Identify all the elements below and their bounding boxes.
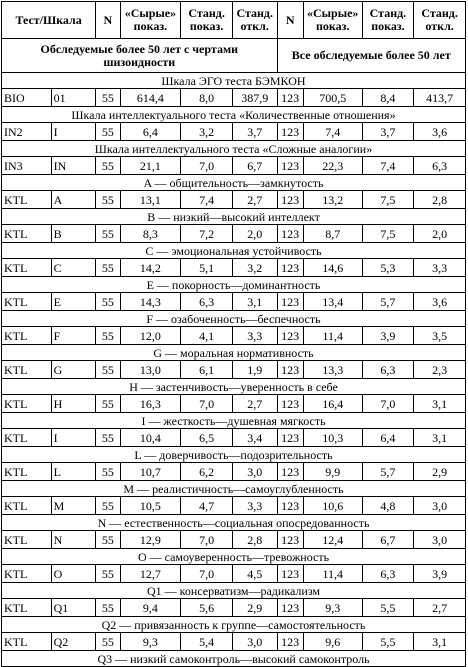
- table-cell: 3,3: [232, 327, 277, 345]
- table-cell: 4,5: [232, 565, 277, 583]
- table-cell: 2,9: [232, 599, 277, 617]
- table-cell: 123: [277, 497, 303, 515]
- table-cell: KTL: [2, 225, 52, 243]
- table-cell: 5,1: [181, 259, 233, 277]
- table-cell: 123: [277, 327, 303, 345]
- table-cell: 123: [277, 565, 303, 583]
- table-cell: 01: [51, 89, 96, 107]
- section-row: [2, 447, 466, 463]
- table-cell: Q1: [51, 599, 96, 617]
- table-cell: 13,0: [120, 361, 181, 379]
- table-cell: 2,7: [232, 191, 277, 209]
- table-cell: 6,1: [181, 361, 233, 379]
- section-row: [2, 515, 466, 531]
- table-cell: 6,3: [362, 361, 414, 379]
- section-title: A — общительность—замкнутость: [2, 175, 466, 191]
- table-cell: 3,9: [414, 565, 466, 583]
- table-cell: 55: [96, 633, 120, 651]
- table-cell: 55: [96, 395, 120, 413]
- table-cell: 3,2: [181, 123, 233, 141]
- table-cell: L: [51, 463, 96, 481]
- table-cell: 6,7: [362, 531, 414, 549]
- table-cell: 7,0: [181, 157, 233, 175]
- table-cell: 9,9: [303, 463, 362, 481]
- section-row: [2, 481, 466, 497]
- table-cell: 12,4: [303, 531, 362, 549]
- table-cell: 55: [96, 497, 120, 515]
- table-cell: Q2: [51, 633, 96, 651]
- table-cell: 123: [277, 463, 303, 481]
- table-cell: M: [51, 497, 96, 515]
- header-test-scale: Тест/Шкала: [2, 2, 96, 39]
- table-cell: C: [51, 259, 96, 277]
- table-cell: 2,0: [414, 225, 466, 243]
- table-cell: 7,4: [362, 157, 414, 175]
- table-cell: 5,7: [362, 463, 414, 481]
- header-std-score-right: Станд. показ.: [362, 2, 414, 39]
- table-cell: 5,4: [181, 633, 233, 651]
- table-cell: 55: [96, 225, 120, 243]
- table-cell: E: [51, 293, 96, 311]
- table-cell: 6,3: [414, 157, 466, 175]
- table-cell: 3,1: [414, 429, 466, 447]
- table-cell: 13,1: [120, 191, 181, 209]
- table-cell: 55: [96, 123, 120, 141]
- table-cell: 123: [277, 633, 303, 651]
- table-cell: 9,3: [120, 633, 181, 651]
- table-cell: 3,0: [232, 633, 277, 651]
- table-cell: 3,6: [414, 293, 466, 311]
- table-cell: G: [51, 361, 96, 379]
- table-cell: 12,9: [120, 531, 181, 549]
- table-cell: 12,7: [120, 565, 181, 583]
- table-cell: 14,2: [120, 259, 181, 277]
- table-cell: 3,7: [232, 123, 277, 141]
- table-cell: 7,4: [303, 123, 362, 141]
- table-cell: 1,9: [232, 361, 277, 379]
- section-title: M — реалистичность—самоуглубленность: [2, 481, 466, 497]
- table-cell: 123: [277, 361, 303, 379]
- table-cell: 55: [96, 463, 120, 481]
- table-cell: 55: [96, 191, 120, 209]
- table-cell: KTL: [2, 293, 52, 311]
- section-row: [2, 549, 466, 565]
- table-cell: 7,5: [362, 191, 414, 209]
- section-row: [2, 345, 466, 361]
- table-cell: 2,9: [414, 463, 466, 481]
- table-cell: A: [51, 191, 96, 209]
- table-cell: 4,7: [181, 497, 233, 515]
- table-cell: IN3: [2, 157, 52, 175]
- results-table: [1, 1, 466, 667]
- table-cell: I: [51, 429, 96, 447]
- table-cell: 8,0: [181, 89, 233, 107]
- section-row: [2, 583, 466, 599]
- section-title: B — низкий—высокий интеллект: [2, 209, 466, 225]
- section-title: E — покорность—доминантность: [2, 277, 466, 293]
- table-cell: 6,4: [120, 123, 181, 141]
- header-raw-right: «Сырые» показ.: [303, 2, 362, 39]
- table-cell: 3,3: [414, 259, 466, 277]
- section-row: [2, 617, 466, 633]
- section-row: [2, 107, 466, 123]
- section-title: Q1 — консерватизм—радикализм: [2, 583, 466, 599]
- table-cell: 3,7: [362, 123, 414, 141]
- table-cell: KTL: [2, 565, 52, 583]
- header-row: [2, 2, 466, 39]
- table-cell: 413,7: [414, 89, 466, 107]
- table-cell: 55: [96, 259, 120, 277]
- section-row: [2, 243, 466, 259]
- table-cell: 10,7: [120, 463, 181, 481]
- table-cell: KTL: [2, 395, 52, 413]
- table-cell: IN2: [2, 123, 52, 141]
- table-cell: 2,7: [414, 599, 466, 617]
- table-cell: 7,5: [362, 225, 414, 243]
- table-cell: 123: [277, 259, 303, 277]
- section-title: Шкала интеллектуального теста «Сложные аналогии»: [2, 141, 466, 157]
- table-row: [2, 531, 466, 549]
- table-cell: 3,0: [232, 463, 277, 481]
- table-cell: I: [51, 123, 96, 141]
- table-cell: KTL: [2, 599, 52, 617]
- table-cell: 123: [277, 293, 303, 311]
- table-cell: B: [51, 225, 96, 243]
- table-cell: 9,4: [120, 599, 181, 617]
- table-cell: 4,8: [362, 497, 414, 515]
- table-row: [2, 293, 466, 311]
- table-cell: 123: [277, 225, 303, 243]
- table-cell: KTL: [2, 497, 52, 515]
- table-cell: 5,6: [181, 599, 233, 617]
- table-cell: KTL: [2, 191, 52, 209]
- table-cell: 7,2: [181, 225, 233, 243]
- table-cell: 9,6: [303, 633, 362, 651]
- table-cell: KTL: [2, 327, 52, 345]
- table-row: [2, 463, 466, 481]
- table-row: [2, 157, 466, 175]
- table-cell: 3,0: [414, 531, 466, 549]
- section-title: L — доверчивость—подозрительность: [2, 447, 466, 463]
- table-cell: 55: [96, 429, 120, 447]
- table-cell: 3,1: [232, 293, 277, 311]
- table-cell: 16,3: [120, 395, 181, 413]
- table-cell: 3,5: [414, 327, 466, 345]
- table-cell: 10,5: [120, 497, 181, 515]
- table-cell: 2,7: [232, 395, 277, 413]
- section-title: G — моральная нормативность: [2, 345, 466, 361]
- table-cell: 3,0: [414, 497, 466, 515]
- table-cell: 6,7: [232, 157, 277, 175]
- table-cell: 13,4: [303, 293, 362, 311]
- table-cell: 55: [96, 361, 120, 379]
- section-row: [2, 73, 466, 89]
- table-row: [2, 327, 466, 345]
- table-cell: 3,3: [232, 497, 277, 515]
- table-cell: F: [51, 327, 96, 345]
- section-title: Q2 — привязанность к группе—самостоятельность: [2, 617, 466, 633]
- table-cell: 11,4: [303, 327, 362, 345]
- table-cell: KTL: [2, 531, 52, 549]
- table-cell: H: [51, 395, 96, 413]
- table-cell: 2,8: [414, 191, 466, 209]
- table-row: [2, 191, 466, 209]
- table-cell: 7,0: [362, 395, 414, 413]
- table-cell: 55: [96, 327, 120, 345]
- table-cell: 11,4: [303, 565, 362, 583]
- section-title: Q3 — низкий самоконтроль—высокий самоконтроль: [2, 651, 466, 667]
- table-cell: 5,5: [362, 633, 414, 651]
- table-cell: KTL: [2, 463, 52, 481]
- section-row: [2, 651, 466, 667]
- table-cell: 3,4: [232, 429, 277, 447]
- table-cell: 3,1: [414, 633, 466, 651]
- table-cell: KTL: [2, 361, 52, 379]
- table-cell: 5,5: [362, 599, 414, 617]
- table-cell: KTL: [2, 633, 52, 651]
- section-title: Шкала интеллектуального теста «Количественные отношения»: [2, 107, 466, 123]
- table-cell: 123: [277, 191, 303, 209]
- table-cell: 5,7: [362, 293, 414, 311]
- table-cell: BIO: [2, 89, 52, 107]
- table-cell: 13,2: [303, 191, 362, 209]
- table-cell: 123: [277, 429, 303, 447]
- table-cell: O: [51, 565, 96, 583]
- table-cell: 8,4: [362, 89, 414, 107]
- header-n-left: N: [96, 2, 120, 39]
- table-cell: 5,3: [362, 259, 414, 277]
- table-cell: 55: [96, 157, 120, 175]
- table-cell: 10,6: [303, 497, 362, 515]
- header-std-score-left: Станд. показ.: [181, 2, 233, 39]
- table-row: [2, 89, 466, 107]
- group-row: [2, 39, 466, 73]
- section-title: C — эмоциональная устойчивость: [2, 243, 466, 259]
- table-cell: 22,3: [303, 157, 362, 175]
- table-cell: 123: [277, 395, 303, 413]
- table-cell: 3,6: [414, 123, 466, 141]
- table-cell: KTL: [2, 259, 52, 277]
- table-cell: 2,0: [232, 225, 277, 243]
- section-title: H — застенчивость—уверенность в себе: [2, 379, 466, 395]
- table-cell: 614,4: [120, 89, 181, 107]
- table-row: [2, 565, 466, 583]
- table-cell: 123: [277, 599, 303, 617]
- table-cell: 16,4: [303, 395, 362, 413]
- section-row: [2, 141, 466, 157]
- header-std-dev-right: Станд. откл.: [414, 2, 466, 39]
- table-cell: 6,2: [181, 463, 233, 481]
- table-cell: KTL: [2, 429, 52, 447]
- table-cell: 2,8: [232, 531, 277, 549]
- table-cell: 700,5: [303, 89, 362, 107]
- header-raw-left: «Сырые» показ.: [120, 2, 181, 39]
- table-cell: 4,1: [181, 327, 233, 345]
- section-row: [2, 209, 466, 225]
- table-cell: 123: [277, 157, 303, 175]
- table-row: [2, 259, 466, 277]
- section-row: [2, 175, 466, 191]
- table-cell: 6,4: [362, 429, 414, 447]
- table-cell: 123: [277, 531, 303, 549]
- section-title: Шкала ЭГО теста БЭМКОН: [2, 73, 466, 89]
- header-n-right: N: [277, 2, 303, 39]
- table-cell: 7,4: [181, 191, 233, 209]
- table-cell: 55: [96, 531, 120, 549]
- table-cell: 6,5: [181, 429, 233, 447]
- table-cell: 8,7: [303, 225, 362, 243]
- table-cell: 21,1: [120, 157, 181, 175]
- table-cell: 55: [96, 293, 120, 311]
- table-row: [2, 123, 466, 141]
- table-cell: 7,0: [181, 395, 233, 413]
- table-cell: 8,3: [120, 225, 181, 243]
- table-cell: 6,3: [181, 293, 233, 311]
- section-title: F — озабоченность—беспечность: [2, 311, 466, 327]
- table-row: [2, 599, 466, 617]
- table-cell: 3,9: [362, 327, 414, 345]
- table-cell: 14,6: [303, 259, 362, 277]
- table-cell: 14,3: [120, 293, 181, 311]
- table-cell: 12,0: [120, 327, 181, 345]
- table-cell: 123: [277, 89, 303, 107]
- table-cell: 55: [96, 565, 120, 583]
- table-cell: IN: [51, 157, 96, 175]
- table-cell: 7,0: [181, 531, 233, 549]
- group-left-title: Обследуемые более 50 лет с чертами шизоидности: [2, 39, 278, 73]
- table-cell: 55: [96, 599, 120, 617]
- table-cell: 387,9: [232, 89, 277, 107]
- section-title: I — жесткость—душевная мягкость: [2, 413, 466, 429]
- table-cell: 10,4: [120, 429, 181, 447]
- table-cell: 6,3: [362, 565, 414, 583]
- table-row: [2, 497, 466, 515]
- table-cell: 3,1: [414, 395, 466, 413]
- group-right-title: Все обследуемые более 50 лет: [277, 39, 465, 73]
- section-title: O — самоуверенность—тревожность: [2, 549, 466, 565]
- section-row: [2, 413, 466, 429]
- table-row: [2, 429, 466, 447]
- table-row: [2, 395, 466, 413]
- table-cell: 7,0: [181, 565, 233, 583]
- table-cell: 9,3: [303, 599, 362, 617]
- section-title: N — естественность—социальная опосредованность: [2, 515, 466, 531]
- table-cell: 10,3: [303, 429, 362, 447]
- table-cell: 55: [96, 89, 120, 107]
- table-cell: 13,3: [303, 361, 362, 379]
- table-row: [2, 225, 466, 243]
- section-row: [2, 277, 466, 293]
- section-row: [2, 311, 466, 327]
- table-row: [2, 633, 466, 651]
- header-std-dev-left: Станд. откл.: [232, 2, 277, 39]
- table-cell: 3,2: [232, 259, 277, 277]
- table-cell: 123: [277, 123, 303, 141]
- section-row: [2, 379, 466, 395]
- table-cell: 2,3: [414, 361, 466, 379]
- table-cell: N: [51, 531, 96, 549]
- table-row: [2, 361, 466, 379]
